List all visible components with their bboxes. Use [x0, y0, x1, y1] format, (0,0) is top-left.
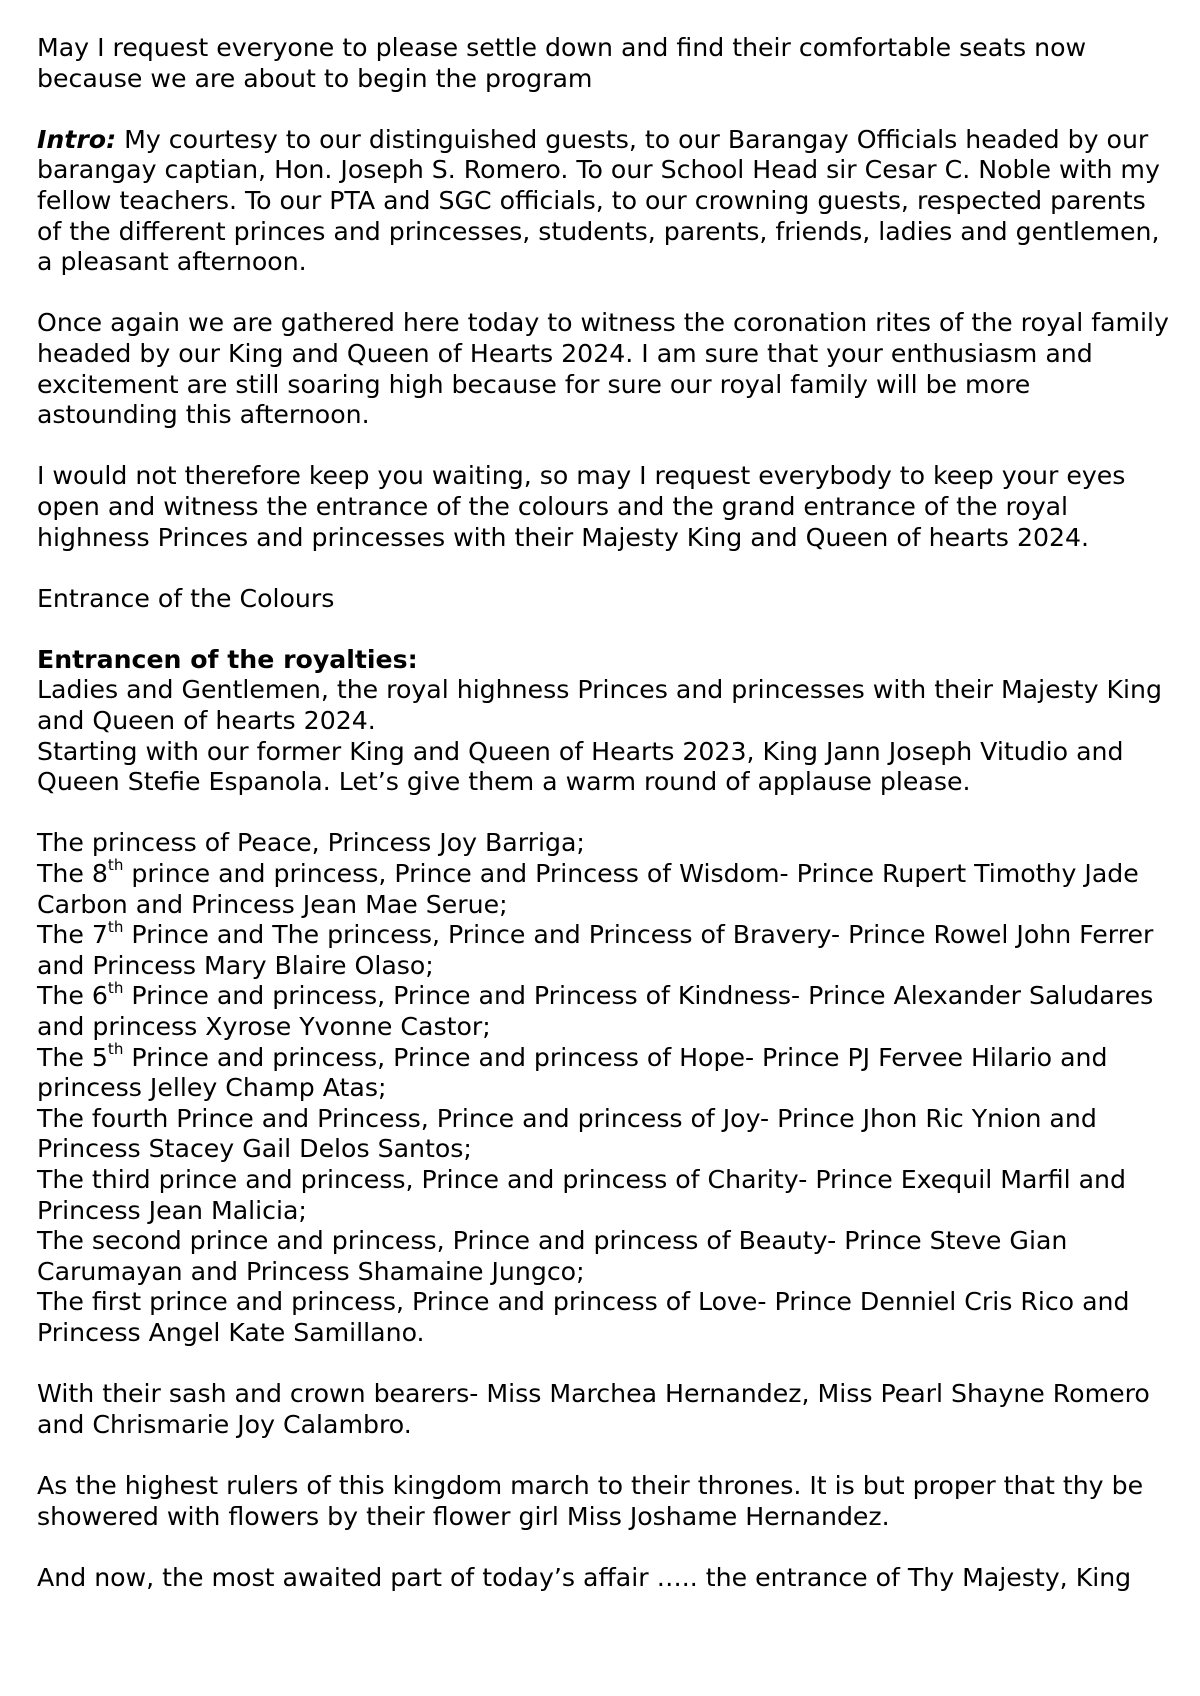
waiting-paragraph: I would not therefore keep you waiting, so may I request everybody to keep your eyes open and witness the entrance of the colours and the grand entrance of the royal highness Princes and princesses with their Majesty King and Queen of hearts 2024. — [37, 461, 1126, 552]
seventh-prince — [37, 917, 1177, 981]
fifth-prince — [37, 1039, 1177, 1104]
eighth-text: prince and princess, Prince and Princess of Wisdom- Prince Rupert Timothy Jade Carbon and Princess Jean Mae Serue; — [37, 859, 1139, 919]
princess-of-peace: The princess of Peace, Princess Joy Barriga; — [37, 828, 585, 858]
closing-paragraph: And now, the most awaited part of today’s affair ….. the entrance of Thy Majesty, King — [37, 1562, 1132, 1592]
fifth-prefix: The 5 — [37, 1042, 108, 1072]
intro-text: My courtesy to our distinguished guests, to our Barangay Officials headed by our barangay captian, Hon. Joseph S. Romero. To our School Head sir Cesar C. Noble with my fellow teachers. To our PTA and SGC officials, to our crowning guests, respected parents of the different princes and princesses, students, parents, friends, ladies and gentlemen, a pleasant afternoon. — [37, 124, 1160, 277]
princes-list — [37, 828, 1177, 1348]
seventh-prefix: The 7 — [37, 920, 108, 950]
royalties-line-1: Ladies and Gentlemen, the royal highness Princes and princesses with their Majesty King and Queen of hearts 2024. — [37, 675, 1162, 736]
colours-paragraph: Entrance of the Colours — [37, 583, 335, 613]
sixth-prefix: The 6 — [37, 981, 108, 1011]
seventh-ordinal: th — [107, 917, 124, 936]
royalties-section — [37, 645, 1177, 798]
flowers-paragraph: As the highest rulers of this kingdom march to their thrones. It is but proper that thy be showered with flowers by their flower girl Miss Joshame Hernandez. — [37, 1470, 1144, 1531]
document-page — [37, 33, 1177, 1593]
third-prince: The third prince and princess, Prince and princess of Charity- Prince Exequil Marfil and Princess Jean Malicia; — [37, 1164, 1127, 1225]
fifth-ordinal: th — [107, 1039, 124, 1058]
sixth-ordinal: th — [107, 978, 124, 997]
fifth-text: Prince and princess, Prince and princess of Hope- Prince PJ Fervee Hilario and princess Jelley Champ Atas; — [37, 1042, 1108, 1103]
sixth-prince — [37, 978, 1177, 1042]
royalties-line-2: Starting with our former King and Queen of Hearts 2023, King Jann Joseph Vitudio and Queen Stefie Espanola. Let’s give them a warm round of applause please. — [37, 736, 1124, 797]
opening-paragraph: May I request everyone to please settle down and find their comfortable seats now because we are about to begin the program — [37, 33, 1087, 93]
seventh-text: Prince and The princess, Prince and Princess of Bravery- Prince Rowel John Ferrer and Princess Mary Blaire Olaso; — [37, 920, 1154, 980]
second-prince: The second prince and princess, Prince and princess of Beauty- Prince Steve Gian Carumayan and Princess Shamaine Jungco; — [37, 1226, 1068, 1286]
first-prince: The first prince and princess, Prince and princess of Love- Prince Denniel Cris Rico and Princess Angel Kate Samillano. — [37, 1287, 1130, 1347]
intro-paragraph — [37, 125, 1177, 278]
eighth-ordinal: th — [107, 856, 124, 875]
royalties-heading: Entrancen of the royalties: — [37, 644, 418, 674]
eighth-prince — [37, 856, 1177, 920]
gathered-paragraph: Once again we are gathered here today to witness the coronation rites of the royal family headed by our King and Queen of Hearts 2024. I am sure that your enthusiasm and excitement are still soaring high because for sure our royal family will be more astounding this afternoon. — [37, 308, 1169, 430]
eighth-prefix: The 8 — [37, 859, 108, 889]
bearers-paragraph: With their sash and crown bearers- Miss Marchea Hernandez, Miss Pearl Shayne Romero and Chrismarie Joy Calambro. — [37, 1379, 1150, 1439]
fourth-prince: The fourth Prince and Princess, Prince and princess of Joy- Prince Jhon Ric Ynion and Princess Stacey Gail Delos Santos; — [37, 1103, 1097, 1164]
sixth-text: Prince and princess, Prince and Princess of Kindness- Prince Alexander Saludares and princess Xyrose Yvonne Castor; — [37, 981, 1154, 1041]
intro-label: Intro: — [37, 124, 117, 154]
